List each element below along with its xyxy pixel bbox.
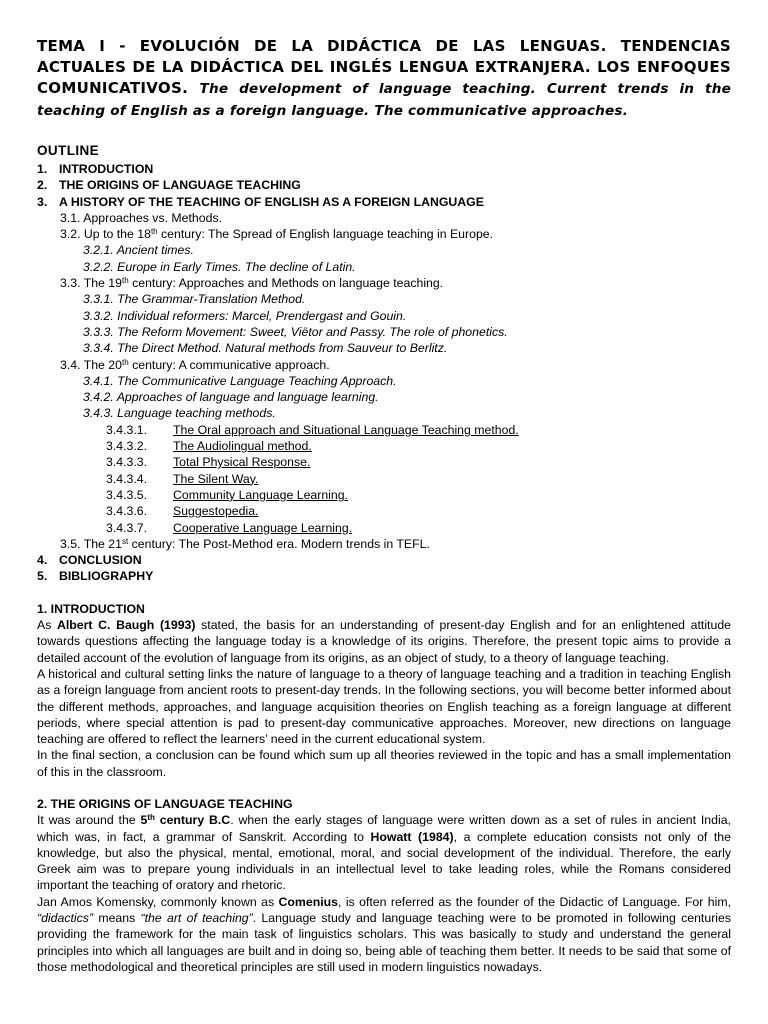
outline-item-2: 2. THE ORIGINS OF LANGUAGE TEACHING (37, 178, 301, 193)
outline-link[interactable]: The Silent Way. (173, 471, 259, 486)
intro-paragraph-2: A historical and cultural setting links the nature of language to a theory of language teaching and a tradition in teaching English as a foreign language from ancient roots to present-day trends. In the following sections, you will become better informed about the different methods, approaches, and language acquisition theories on English teaching as a foreign language at different periods, where special attention is pad to present-day communicative approaches. Moreover, new directions on language teaching are offered to reflect the learners’ need in the current educational system. (37, 666, 731, 747)
outline-link[interactable]: Cooperative Language Learning. (173, 520, 353, 535)
outline-link[interactable]: Suggestopedia. (173, 504, 259, 519)
outline-item-3-4-3-4: 3.4.3.4. The Silent Way. (106, 471, 259, 486)
outline-item-3-4-2: 3.4.2. Approaches of language and language learning. (83, 390, 379, 405)
section-heading-origins: 2. THE ORIGINS OF LANGUAGE TEACHING (37, 796, 293, 811)
section-heading-introduction: 1. INTRODUCTION (37, 601, 145, 616)
outline-item-3-4-3-7: 3.4.3.7. Cooperative Language Learning. (106, 520, 353, 535)
outline-item-3-4-3-6: 3.4.3.6. Suggestopedia. (106, 504, 259, 519)
outline-link[interactable]: Total Physical Response. (173, 455, 311, 470)
intro-paragraph-1: As Albert C. Baugh (1993) stated, the basis for an understanding of present-day English and for an enlightened attitude towards questions affecting the language today is a knowledge of its origins. Therefore, the present topic aims to provide a detailed account of the evolution of language from its origins, as an object of study, to a theory of language teaching. (37, 618, 731, 665)
outline-item-3-3-4: 3.3.4. The Direct Method. Natural methods from Sauveur to Berlitz. (83, 341, 448, 356)
outline-item-3-2-1: 3.2.1. Ancient times. (83, 243, 194, 258)
outline-heading: OUTLINE (37, 143, 100, 158)
outline-item-3-4-3-5: 3.4.3.5. Community Language Learning. (106, 487, 349, 502)
outline-item-3-2-2: 3.2.2. Europe in Early Times. The decline of Latin. (83, 259, 356, 274)
intro-paragraph-3: In the final section, a conclusion can be found which sum up all theories reviewed in the topic and has a small implementation of this in the classroom. (37, 748, 731, 779)
outline-item-3-4-1: 3.4.1. The Communicative Language Teaching Approach. (83, 373, 397, 388)
outline-item-3-4-3: 3.4.3. Language teaching methods. (83, 406, 276, 421)
outline-item-5: 5. BIBLIOGRAPHY (37, 569, 154, 584)
outline-item-3-3-3: 3.3.3. The Reform Movement: Sweet, Viëtor and Passy. The role of phonetics. (83, 324, 508, 339)
outline-item-3-3: 3.3. The 19th century: Approaches and Methods on language teaching. (60, 276, 444, 291)
outline-item-3: 3. A HISTORY OF THE TEACHING OF ENGLISH AS A FOREIGN LANGUAGE (37, 194, 484, 209)
title-english: The development of language teaching. Current trends in the teaching of English as a foreign language. The communicative approaches. (37, 81, 731, 119)
outline-item-3-4-3-2: 3.4.3.2. The Audiolingual method. (106, 439, 312, 454)
origins-paragraph-2: Jan Amos Komensky, commonly known as Comenius, is often referred as the founder of the Didactic of Language. For him, “didactics” means “the art of teaching”. Language study and language teaching were to be promoted in following centuries providing the framework for the main task of linguistics scholars. This was basically to study and understand the general principles into which all languages are built and in doing so, being able of teaching them better. It needs to be said that some of those methodological and theoretical principles are still used in modern linguistics nowadays. (37, 894, 732, 974)
outline-link[interactable]: Community Language Learning. (173, 487, 349, 502)
outline-item-4: 4. CONCLUSION (37, 553, 142, 568)
outline-item-1: 1. INTRODUCTION (37, 162, 154, 176)
outline-item-3-5: 3.5. The 21st century: The Post-Method era. Modern trends in TEFL. (60, 536, 430, 551)
outline-item-3-4-3-3: 3.4.3.3. Total Physical Response. (106, 455, 311, 470)
origins-paragraph-1: It was around the 5th century B.C. when the early stages of language were written down as a set of rules in ancient India, which was, in fact, a grammar of Sanskrit. According to Howatt (1984), a complete education consists not only of the knowledge, but also the physical, mental, emotional, moral, and social development of the individual. Therefore, the early Greek aim was to prepare young individuals in an intellectual level to take leading roles, while the Romans considered important the teaching of oratory and rhetoric. (37, 813, 731, 893)
outline-item-3-4-3-1: 3.4.3.1. The Oral approach and Situational Language Teaching method. (106, 422, 519, 437)
outline-item-3-2: 3.2. Up to the 18th century: The Spread of English language teaching in Europe. (60, 227, 494, 242)
outline-item-3-1: 3.1. Approaches vs. Methods. (60, 210, 223, 225)
outline-link[interactable]: The Oral approach and Situational Language Teaching method. (173, 422, 519, 437)
outline-list (37, 161, 731, 585)
document-title (37, 36, 731, 122)
outline-link[interactable]: The Audiolingual method. (173, 439, 312, 454)
document-page (37, 36, 731, 975)
outline-item-3-3-2: 3.3.2. Individual reformers: Marcel, Prendergast and Gouin. (83, 308, 407, 323)
outline-item-3-4: 3.4. The 20th century: A communicative approach. (60, 357, 330, 372)
title-spanish: TEMA I - EVOLUCIÓN DE LA DIDÁCTICA DE LAS LENGUAS. TENDENCIAS ACTUALES DE LA DIDÁCTICA DEL INGLÉS LENGUA EXTRANJERA. LOS ENFOQUES COMUNICATIVOS. (37, 37, 731, 97)
outline-item-3-3-1: 3.3.1. The Grammar-Translation Method. (83, 292, 306, 307)
